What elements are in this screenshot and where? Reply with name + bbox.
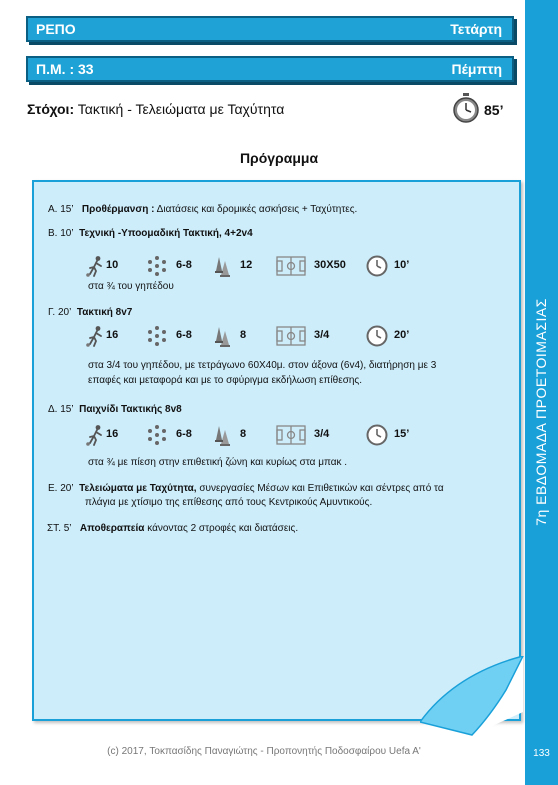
section-c-note-line1: στα 3/4 του γηπέδου, με τετράγωνο 60Χ40μ. στον άξονα (6v4), διατήρηση με 3 <box>88 360 437 371</box>
section-a <box>48 203 357 217</box>
section-b-equipment-row <box>84 255 424 277</box>
section-b <box>48 227 253 241</box>
field-icon <box>276 255 306 277</box>
section-b-field: 30Χ50 <box>314 259 346 271</box>
section-d-time: 15’ <box>394 428 410 440</box>
player-icon <box>84 325 106 347</box>
section-a-prefix: Α. 15’ <box>48 204 74 215</box>
section-c-prefix: Γ. 20’ <box>48 307 72 318</box>
clock-icon <box>366 325 388 347</box>
section-d-balls: 6-8 <box>176 428 192 440</box>
player-icon <box>84 424 106 446</box>
stopwatch-icon <box>451 92 481 124</box>
section-d-prefix: Δ. 15’ <box>48 404 74 415</box>
page-number: 133 <box>533 748 550 759</box>
section-a-title: Προθέρμανση : <box>81 204 155 215</box>
section-b-prefix: Β. 10’ <box>48 228 74 239</box>
section-a-text: Διατάσεις και δρομικές ασκήσεις + Ταχύτητες. <box>156 204 358 215</box>
header-day-wednesday: Τετάρτη <box>450 21 502 37</box>
section-c-time: 20’ <box>394 329 410 341</box>
field-icon <box>276 325 306 347</box>
section-e <box>48 482 444 496</box>
section-b-balls: 6-8 <box>176 259 192 271</box>
section-e-title: Τελειώματα με Ταχύτητα, <box>79 483 197 494</box>
section-b-title: Τεχνική -Υποομαδική Τακτική, 4+2v4 <box>79 228 253 239</box>
section-d-players: 16 <box>106 428 119 440</box>
section-e-text-line1: συνεργασίες Μέσων και Επιθετικών και σέντρες από τα <box>199 483 444 494</box>
footer-copyright: (c) 2017, Τοκπασίδης Παναγιώτης - Προπονητής Ποδοσφαίρου Uefa A' <box>107 746 421 757</box>
section-c-field: 3/4 <box>314 329 330 341</box>
section-st-prefix: ΣΤ. 5’ <box>47 523 72 534</box>
section-e-prefix: Ε. 20’ <box>48 483 74 494</box>
cones-icon <box>212 325 234 347</box>
program-title: Πρόγραμμα <box>239 150 319 166</box>
balls-icon <box>146 325 168 347</box>
section-d-title: Παιχνίδι Τακτικής 8v8 <box>79 404 182 415</box>
player-icon <box>84 255 106 277</box>
cones-icon <box>212 424 234 446</box>
section-b-note: στα ¾ του γηπέδου <box>88 281 174 292</box>
header-day-thursday: Πέμπτη <box>451 61 502 77</box>
section-e-text-line2: πλάγια με χτίσιμο της επίθεσης από τους Κεντρικούς Αμυντικούς. <box>85 497 373 508</box>
section-d-equipment-row <box>84 424 424 446</box>
section-st-title: Αποθεραπεία <box>79 523 145 534</box>
page-curl-decoration <box>420 656 525 736</box>
section-d <box>48 403 182 417</box>
header-bar-session <box>26 56 514 82</box>
field-icon <box>276 424 306 446</box>
section-b-cones: 12 <box>240 259 253 271</box>
section-b-players: 10 <box>106 259 119 271</box>
goals-text: Τακτική - Τελειώματα με Ταχύτητα <box>77 101 285 117</box>
balls-icon <box>146 255 168 277</box>
section-st <box>47 522 298 536</box>
section-d-cones: 8 <box>240 428 247 440</box>
header-bar-rest <box>26 16 514 42</box>
goals-label: Στόχοι: <box>27 101 75 117</box>
section-c-note-line2: επαφές και μεταφορά και με το σφύριγμα εκδήλωση επίθεσης. <box>88 375 363 386</box>
section-c-equipment-row <box>84 325 424 347</box>
header-session-label: Π.Μ. : 33 <box>36 61 94 77</box>
section-c-cones: 8 <box>240 329 247 341</box>
section-d-field: 3/4 <box>314 428 330 440</box>
goals-line <box>27 101 284 117</box>
header-rest-label: ΡΕΠΟ <box>36 21 76 37</box>
section-c <box>48 306 132 320</box>
section-c-balls: 6-8 <box>176 329 192 341</box>
clock-icon <box>366 255 388 277</box>
cones-icon <box>212 255 234 277</box>
section-c-title: Τακτική 8v7 <box>76 307 133 318</box>
balls-icon <box>146 424 168 446</box>
clock-icon <box>366 424 388 446</box>
session-duration: 85’ <box>484 102 504 118</box>
section-d-note: στα ¾ με πίεση στην επιθετική ζώνη και κυρίως στα μπακ . <box>88 457 348 468</box>
section-st-text: κάνοντας 2 στροφές και διατάσεις. <box>147 523 299 534</box>
section-b-time: 10’ <box>394 259 410 271</box>
side-week-title: 7η ΕΒΔΟΜΑΔΑ ΠΡΟΕΤΟΙΜΑΣΙΑΣ <box>533 298 549 526</box>
section-c-players: 16 <box>106 329 119 341</box>
